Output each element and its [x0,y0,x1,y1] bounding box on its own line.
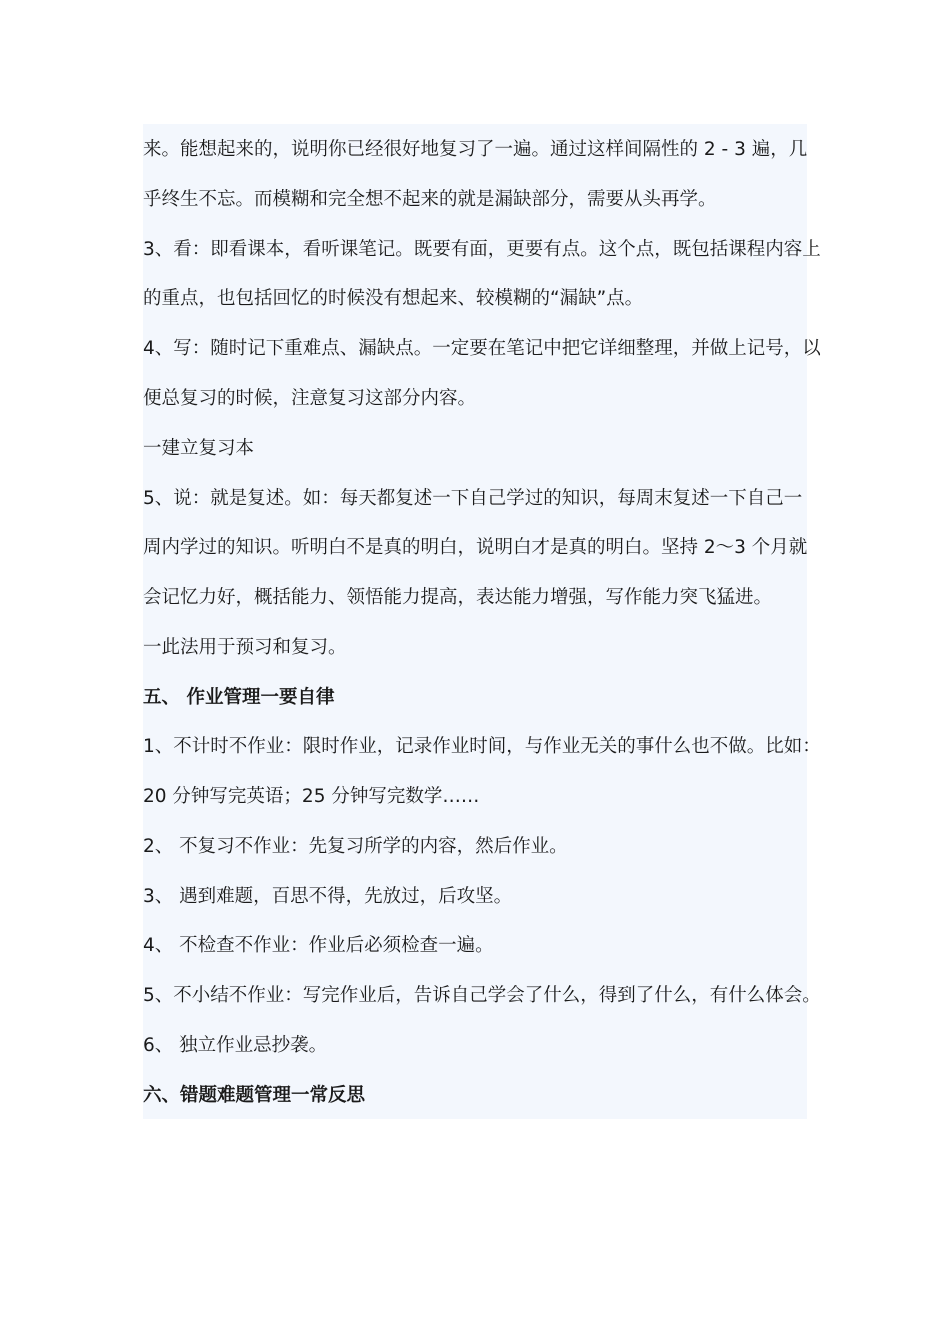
paragraph-line: 来。能想起来的，说明你已经很好地复习了一遍。通过这样间隔性的 2 - 3 遍，几 [143,139,808,160]
paragraph-line: 4、写：随时记下重难点、漏缺点。一定要在笔记中把它详细整理，并做上记号，以 [143,338,821,359]
section-heading: 五、 作业管理一要自律 [143,687,335,708]
paragraph-line: 5、说：就是复述。如：每天都复述一下自己学过的知识，每周末复述一下自己一 [143,488,803,509]
paragraph-line: 1、不计时不作业：限时作业，记录作业时间，与作业无关的事什么也不做。比如： [143,736,821,757]
paragraph-line: 乎终生不忘。而模糊和完全想不起来的就是漏缺部分，需要从头再学。 [143,189,717,210]
paragraph-line: 6、 独立作业忌抄袭。 [143,1035,328,1056]
paragraph-line: 3、 遇到难题，百思不得，先放过，后攻坚。 [143,886,513,907]
document-content [143,124,821,1119]
paragraph-line: 会记忆力好，概括能力、领悟能力提高，表达能力增强，写作能力突飞猛进。 [143,587,773,608]
paragraph-line: 3、看：即看课本，看听课笔记。既要有面，更要有点。这个点，既包括课程内容上 [143,239,821,260]
section-heading: 六、错题难题管理一常反思 [143,1085,366,1106]
paragraph-line: 5、不小结不作业：写完作业后，告诉自己学会了什么，得到了什么，有什么体会。 [143,985,821,1006]
paragraph-line: 20 分钟写完英语；25 分钟写完数学…… [143,786,480,807]
paragraph-line: 的重点，也包括回忆的时候没有想起来、较模糊的“漏缺”点。 [143,288,644,309]
paragraph-line: 周内学过的知识。听明白不是真的明白，说明白才是真的明白。坚持 2～3 个月就 [143,537,808,558]
paragraph-line: 一建立复习本 [143,438,255,459]
paragraph-line: 4、 不检查不作业：作业后必须检查一遍。 [143,935,494,956]
paragraph-line: 2、 不复习不作业：先复习所学的内容，然后作业。 [143,836,568,857]
paragraph-line: 一此法用于预习和复习。 [143,637,347,658]
paragraph-line: 便总复习的时候，注意复习这部分内容。 [143,388,477,409]
